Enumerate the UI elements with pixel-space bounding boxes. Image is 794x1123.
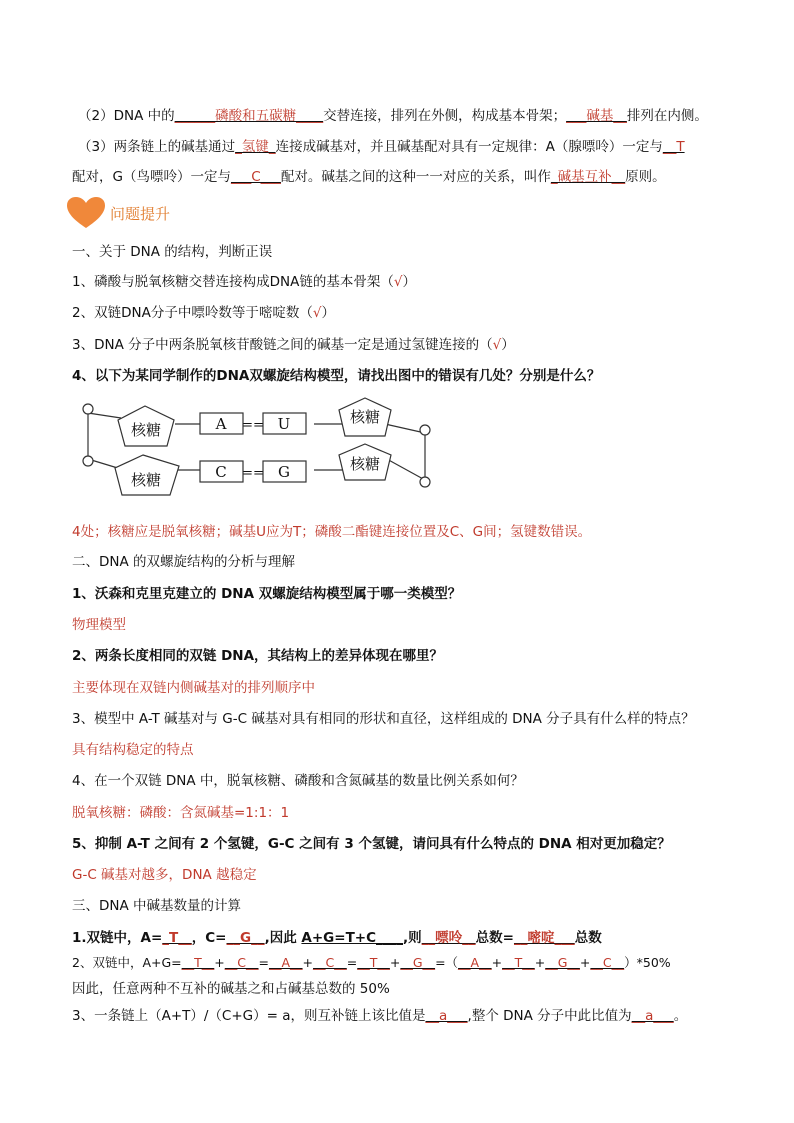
phosphate-circle [420,425,430,435]
blank-answer: A+G=T+C____ [301,930,404,946]
para-3-line2 [72,165,666,185]
hydrogen-bond: == [242,466,264,481]
calc-text: + [579,955,591,970]
backbone-line [88,413,121,418]
calc-text: ,则 [403,930,422,946]
calc-text: =（ [435,955,459,970]
dna-model-diagram [74,392,444,504]
sugar-label: 核糖 [349,408,381,426]
calc-text: + [389,955,401,970]
blank-answer: __G__ [400,955,436,970]
question-text: ） [321,305,335,321]
blank-answer: __G__ [226,930,265,946]
blank-answer: __嘌呤__ [421,930,476,946]
question-4: 4、以下为某同学制作的DNA双螺旋结构模型，请找出图中的错误有几处？分别是什么？ [72,368,601,384]
blank-answer: __C__ [590,955,625,970]
phosphate-circle [83,404,93,414]
para-2-text: 交替连接，排列在外侧，构成基本骨架； [323,108,567,124]
blank-answer: ______磷酸和五碳糖____ [174,108,324,124]
blank-answer: __G__ [545,955,580,970]
calc-text: + [491,955,503,970]
question-text: 3、DNA 分子中两条脱氧核苷酸链之间的碱基一定是通过氢键连接的（ [72,337,493,353]
calc-text: + [534,955,546,970]
backbone-line [385,424,425,433]
section-2-answer: 具有结构稳定的特点 [72,742,194,758]
base-label: U [277,415,291,433]
blank-answer: __嘧啶___ [513,930,575,946]
question-3 [72,333,515,353]
section-1-title: 一、关于 DNA 的结构，判断正误 [72,244,273,260]
section-2-question: 5、抑制 A-T 之间有 2 个氢键，G-C 之间有 3 个氢键，请问具有什么特点的 DNA 相对更加稳定？ [72,836,671,852]
section-2-question: 1、沃森和克里克建立的 DNA 双螺旋结构模型属于哪一类模型？ [72,586,462,602]
section-2-question: 3、模型中 A-T 碱基对与 G-C 碱基对具有相同的形状和直径，这样组成的 DNA 分子具有什么样的特点？ [72,711,695,727]
calc-text: 2、双链中，A+G= [72,955,182,970]
check-mark: √ [492,337,502,353]
blank-answer: __T__ [357,955,390,970]
check-mark: √ [312,305,322,321]
phosphate-circle [83,456,93,466]
question-text: 2、双链DNA分子中嘌呤数等于嘧啶数（ [72,305,313,321]
para-3-line1 [78,135,685,155]
calc-text: = [346,955,358,970]
calc-2-conclusion: 因此，任意两种不互补的碱基之和占碱基总数的 50% [72,981,390,997]
para-2 [78,104,708,124]
calc-text: = [258,955,269,970]
calc-text: 。 [673,1008,688,1024]
blank-answer: __A__ [458,955,492,970]
section-2-question: 4、在一个双链 DNA 中，脱氧核糖、磷酸和含氮碱基的数量比例关系如何？ [72,773,524,789]
calc-text: + [302,955,314,970]
question-2 [72,301,335,321]
base-label: A [215,415,227,433]
calc-text: ，C= [191,930,227,946]
para-2-text: （2）DNA 中的 [78,108,175,124]
para-3-text: 配对，G（鸟嘌呤）一定与 [72,169,231,185]
section-2-title: 二、DNA 的双螺旋结构的分析与理解 [72,554,296,570]
calc-text: ,因此 [264,930,302,946]
blank-answer: __T__ [181,955,215,970]
section-2-answer: 物理模型 [72,617,126,633]
para-3-text: 连接成碱基对，并且碱基配对具有一定规律：A（腺嘌呤）一定与 [275,139,663,155]
blank-answer: __T [662,139,685,155]
section-heading [66,196,206,230]
question-1 [72,270,416,290]
blank-answer: ___碱基__ [566,108,627,124]
heading-title: 问题提升 [110,205,171,223]
sugar-label: 核糖 [130,471,162,489]
check-mark: √ [393,274,403,290]
calc-text: + [214,955,225,970]
blank-answer: __A__ [268,955,303,970]
backbone-line [385,458,425,480]
calc-text: 总数 [574,930,602,946]
blank-answer: __C__ [224,955,259,970]
calc-2 [72,953,671,971]
sugar-label: 核糖 [349,455,381,473]
question-text: ） [402,274,416,290]
blank-answer: __a___ [631,1008,674,1024]
heart-icon [66,196,106,230]
para-3-text: 配对。碱基之间的这种一一对应的关系，叫作 [280,169,551,185]
blank-answer: _T__ [162,930,192,946]
blank-answer: __C__ [313,955,347,970]
calc-text: 总数= [475,930,514,946]
hydrogen-bond: == [242,418,264,433]
answer-4: 4处；核糖应是脱氧核糖；碱基U应为T；磷酸二酯键连接位置及C、G间；氢键数错误。 [72,524,592,540]
calc-text: ,整个 DNA 分子中此比值为 [467,1008,632,1024]
section-3-title: 三、DNA 中碱基数量的计算 [72,898,242,914]
blank-answer: _氢键_ [235,139,276,155]
blank-answer: ___C___ [230,169,281,185]
calc-3 [72,1004,687,1024]
calc-text: 1.双链中，A= [72,930,163,946]
para-3-text: （3）两条链上的碱基通过 [78,139,236,155]
para-3-text: 原则。 [625,169,666,185]
blank-answer: __T__ [502,955,535,970]
calc-text: ）*50% [624,955,671,970]
sugar-label: 核糖 [130,421,162,439]
phosphate-circle [420,477,430,487]
section-2-question: 2、两条长度相同的双链 DNA，其结构上的差异体现在哪里？ [72,648,444,664]
question-text: ） [501,337,515,353]
question-text: 1、磷酸与脱氧核糖交替连接构成DNA链的基本骨架（ [72,274,394,290]
base-label: G [278,463,290,481]
section-2-answer: 主要体现在双链内侧碱基对的排列顺序中 [72,680,315,696]
section-2-answer: 脱氧核糖：磷酸：含氮碱基=1:1：1 [72,805,290,821]
para-2-text: 排列在内侧。 [626,108,708,124]
section-2-answer: G-C 碱基对越多，DNA 越稳定 [72,867,257,883]
blank-answer: _碱基互补__ [550,169,626,185]
base-label: C [215,463,227,481]
blank-answer: __a___ [425,1008,468,1024]
calc-text: 3、一条链上（A+T）/（C+G）= a，则互补链上该比值是 [72,1008,426,1024]
calc-1 [72,926,602,946]
